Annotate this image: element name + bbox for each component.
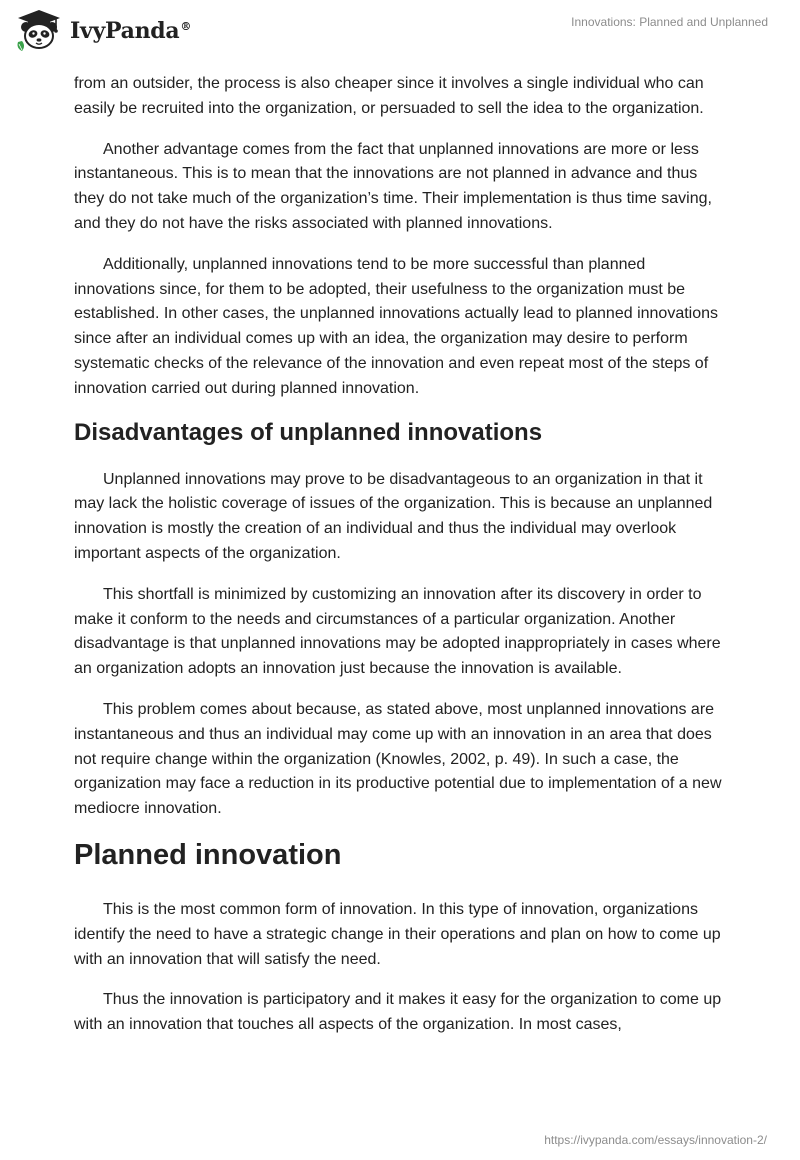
paragraph: Another advantage comes from the fact that unplanned innovations are more or less instantaneous. This is to mean that the innovations are not planned in advance and thus they do not take much of the organization’s time. Their implementation is thus time saving, and they do not have the risks associated with planned innovations. (74, 140, 712, 232)
paragraph: Additionally, unplanned innovations tend to be more successful than planned innovations since, for them to be adopted, their usefulness to the organization must be established. In other cases, the unplanned innovations actually lead to planned innovations since after an individual comes up with an idea, the organization may desire to perform systematic checks of the relevance of the innovation and even repeat most of the steps of innovation carried out during planned innovation. (74, 255, 719, 397)
paragraph: Thus the innovation is participatory and it makes it easy for the organization to come up with an innovation that touches all aspects of the organization. In most cases, (74, 991, 722, 1034)
paragraph: Unplanned innovations may prove to be disadvantageous to an organization in that it may lack the holistic coverage of issues of the organization. This is because an unplanned innovation is mostly the creation of an individual and thus the individual may overlook important aspects of the organization. (74, 470, 713, 562)
section-heading: Disadvantages of unplanned innovations (74, 418, 543, 446)
section-heading: Planned innovation (74, 838, 342, 871)
footer-url[interactable]: https://ivypanda.com/essays/innovation-2/ (544, 1133, 767, 1147)
essay-content (74, 72, 728, 1054)
paragraph: from an outsider, the process is also cheaper since it involves a single individual who can easily be recruited into the organization, or persuaded to sell the idea to the organization. (74, 75, 704, 117)
ivypanda-logo[interactable] (14, 8, 191, 52)
page-title: Innovations: Planned and Unplanned (571, 15, 768, 29)
paragraph: This is the most common form of innovation. In this type of innovation, organizations identify the need to have a strategic change in their operations and plan on how to come up with an innovation that will satisfy the need. (74, 900, 721, 968)
logo-text: IvyPanda® (70, 18, 192, 44)
panda-logo-icon (14, 8, 64, 52)
paragraph: This shortfall is minimized by customizing an innovation after its discovery in order to make it conform to the needs and circumstances of a particular organization. Another disadvantage is that unplanned innovations may be adopted inappropriately in cases where an organization adopts an innovation just because the innovation is available. (74, 585, 721, 678)
paragraph: This problem comes about because, as stated above, most unplanned innovations are instantaneous and thus an individual may come up with an innovation in an area that does not require change within the organization (Knowles, 2002, p. 49). In such a case, the organization may face a reduction in its productive potential due to implementation of a new mediocre innovation. (74, 700, 722, 818)
page-header (0, 0, 800, 70)
